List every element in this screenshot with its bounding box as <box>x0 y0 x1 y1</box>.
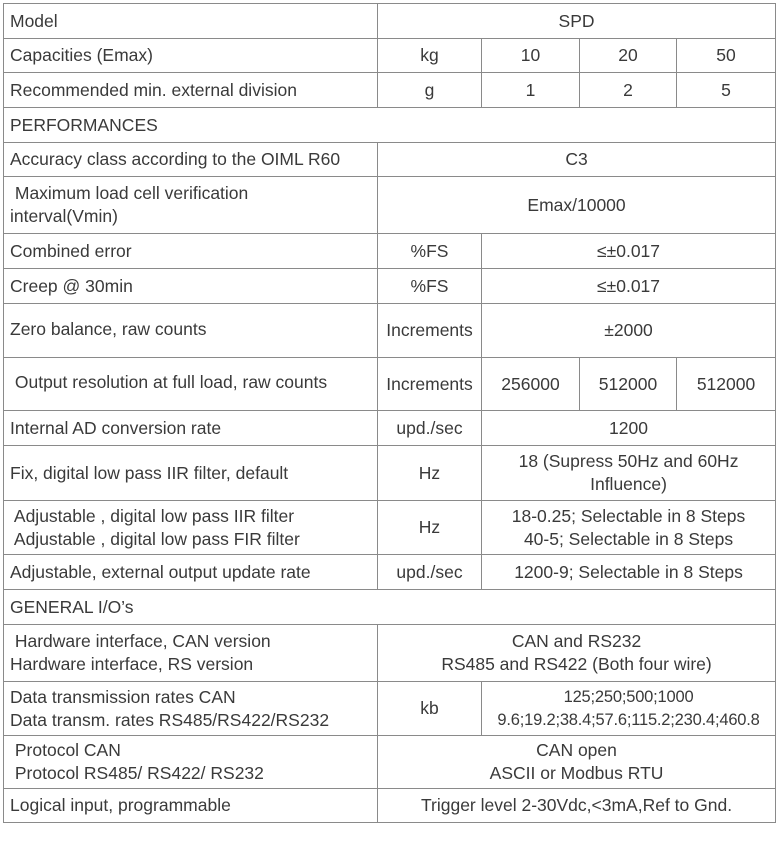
adjustable-filters-label <box>4 501 378 555</box>
iir-default-value-line: 18 (Supress 50Hz and 60Hz <box>518 451 739 471</box>
logical-input-value: Trigger level 2-30Vdc,<3mA,Ref to Gnd. <box>378 789 776 823</box>
capacity-value: 20 <box>580 39 677 73</box>
protocol-label-line: Protocol CAN <box>10 740 121 760</box>
vmin-row <box>4 177 776 234</box>
specification-table <box>3 3 776 823</box>
adjustable-filters-value <box>482 501 776 555</box>
logical-input-label: Logical input, programmable <box>4 789 378 823</box>
iir-default-value-line: Influence) <box>590 474 667 494</box>
transmission-row <box>4 682 776 736</box>
protocol-label <box>4 736 378 789</box>
iir-default-value <box>482 446 776 501</box>
division-label: Recommended min. external division <box>4 73 378 108</box>
vmin-label-line: interval(Vmin) <box>10 206 118 226</box>
hardware-label-line: Hardware interface, RS version <box>10 654 254 674</box>
vmin-value: Emax/10000 <box>378 177 776 234</box>
protocol-row <box>4 736 776 789</box>
creep-value: ≤±0.017 <box>482 269 776 304</box>
update-rate-unit: upd./sec <box>378 555 482 590</box>
combined-error-unit: %FS <box>378 234 482 269</box>
transmission-value <box>482 682 776 736</box>
output-resolution-row <box>4 358 776 411</box>
logical-input-row <box>4 789 776 823</box>
zero-balance-row <box>4 304 776 358</box>
capacities-unit: kg <box>378 39 482 73</box>
capacity-value: 50 <box>677 39 776 73</box>
adjustable-filters-label-line: Adjustable , digital low pass FIR filter <box>10 528 300 549</box>
vmin-label <box>4 177 378 234</box>
division-row <box>4 73 776 108</box>
adjustable-filters-row <box>4 501 776 555</box>
output-resolution-label: Output resolution at full load, raw counts <box>4 358 378 411</box>
combined-error-row <box>4 234 776 269</box>
vmin-label-line: Maximum load cell verification <box>10 183 249 203</box>
output-resolution-value: 512000 <box>677 358 776 411</box>
hardware-value-line: RS485 and RS422 (Both four wire) <box>441 654 712 674</box>
transmission-label-line: Data transmission rates CAN <box>10 686 236 707</box>
adjustable-filters-value-line: 40-5; Selectable in 8 Steps <box>523 528 734 549</box>
hardware-value <box>378 625 776 682</box>
capacities-row <box>4 39 776 73</box>
transmission-value-line: 9.6;19.2;38.4;57.6;115.2;230.4;460.8 <box>497 710 760 729</box>
section-performances-heading: PERFORMANCES <box>4 108 776 143</box>
accuracy-row <box>4 143 776 177</box>
transmission-label <box>4 682 378 736</box>
creep-label: Creep @ 30min <box>4 269 378 304</box>
model-value: SPD <box>378 4 776 39</box>
protocol-value-line: CAN open <box>536 740 617 760</box>
division-value: 5 <box>677 73 776 108</box>
hardware-value-line: CAN and RS232 <box>511 631 642 651</box>
transmission-value-line: 125;250;500;1000 <box>563 687 694 706</box>
output-resolution-value: 512000 <box>580 358 677 411</box>
update-rate-row <box>4 555 776 590</box>
ad-rate-value: 1200 <box>482 411 776 446</box>
zero-balance-value: ±2000 <box>482 304 776 358</box>
update-rate-value: 1200-9; Selectable in 8 Steps <box>482 555 776 590</box>
zero-balance-unit: Increments <box>378 304 482 358</box>
output-resolution-unit: Increments <box>378 358 482 411</box>
hardware-label-line: Hardware interface, CAN version <box>10 631 271 651</box>
section-io-row <box>4 590 776 625</box>
transmission-label-line: Data transm. rates RS485/RS422/RS232 <box>10 709 330 730</box>
creep-unit: %FS <box>378 269 482 304</box>
combined-error-label: Combined error <box>4 234 378 269</box>
hardware-label <box>4 625 378 682</box>
ad-rate-label: Internal AD conversion rate <box>4 411 378 446</box>
section-performances-row <box>4 108 776 143</box>
accuracy-label: Accuracy class according to the OIML R60 <box>4 143 378 177</box>
adjustable-filters-value-line: 18-0.25; Selectable in 8 Steps <box>511 505 746 526</box>
adjustable-filters-label-line: Adjustable , digital low pass IIR filter <box>10 505 295 526</box>
division-value: 1 <box>482 73 580 108</box>
protocol-label-line: Protocol RS485/ RS422/ RS232 <box>10 763 264 783</box>
iir-default-label: Fix, digital low pass IIR filter, default <box>4 446 378 501</box>
capacity-value: 10 <box>482 39 580 73</box>
protocol-value-line: ASCII or Modbus RTU <box>489 763 664 783</box>
hardware-row <box>4 625 776 682</box>
capacities-label: Capacities (Emax) <box>4 39 378 73</box>
iir-default-row <box>4 446 776 501</box>
update-rate-label: Adjustable, external output update rate <box>4 555 378 590</box>
protocol-value <box>378 736 776 789</box>
transmission-unit: kb <box>378 682 482 736</box>
output-resolution-value: 256000 <box>482 358 580 411</box>
division-value: 2 <box>580 73 677 108</box>
model-row <box>4 4 776 39</box>
creep-row <box>4 269 776 304</box>
ad-rate-row <box>4 411 776 446</box>
ad-rate-unit: upd./sec <box>378 411 482 446</box>
section-io-heading: GENERAL I/O’s <box>4 590 776 625</box>
accuracy-value: C3 <box>378 143 776 177</box>
iir-default-unit: Hz <box>378 446 482 501</box>
combined-error-value: ≤±0.017 <box>482 234 776 269</box>
model-label: Model <box>4 4 378 39</box>
zero-balance-label: Zero balance, raw counts <box>4 304 378 358</box>
division-unit: g <box>378 73 482 108</box>
adjustable-filters-unit: Hz <box>378 501 482 555</box>
